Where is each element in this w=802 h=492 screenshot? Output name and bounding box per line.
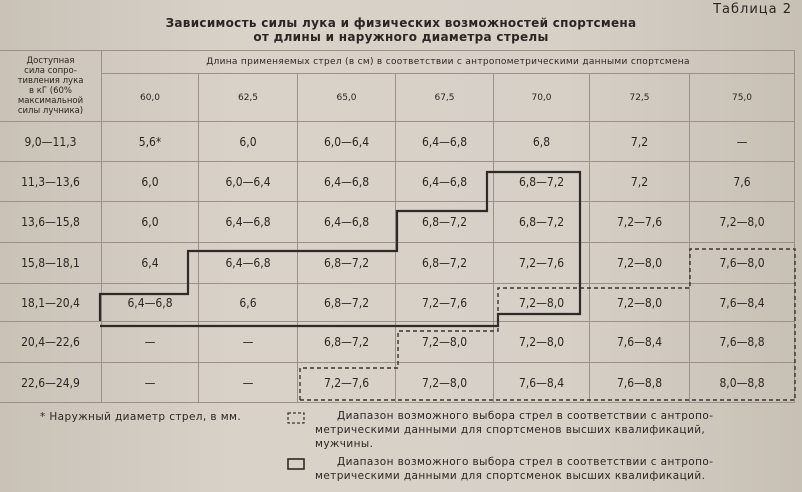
table-cell: 6,8—7,2 xyxy=(298,322,396,363)
corner-line: максимальной xyxy=(17,95,84,106)
corner-line: сила сопро- xyxy=(24,65,77,76)
table-cell: 6,0—6,4 xyxy=(298,122,396,162)
table-cell: 7,6—8,0 xyxy=(690,243,795,284)
row-header: 9,0—11,3 xyxy=(0,122,102,162)
table-cell: 6,4—6,8 xyxy=(298,202,396,243)
table-cell: 6,0 xyxy=(102,162,199,202)
table-cell: — xyxy=(690,122,795,162)
corner-header xyxy=(0,50,102,122)
table-cell: — xyxy=(199,322,298,363)
table-cell: 6,8—7,2 xyxy=(494,162,590,202)
table-cell: 7,6 xyxy=(690,162,795,202)
table-title xyxy=(0,16,802,44)
table-cell: 7,2 xyxy=(590,162,690,202)
solid-box-icon xyxy=(287,458,305,470)
table-cell: 7,2—7,6 xyxy=(298,363,396,403)
table-cell: 7,6—8,8 xyxy=(590,363,690,403)
legend-line: мужчины. xyxy=(315,438,374,450)
table-cell: 7,6—8,4 xyxy=(690,284,795,322)
legend-line: Диапазон возможного выбора стрел в соответствии с антропо- xyxy=(337,456,714,468)
table-cell: 7,2—8,0 xyxy=(396,322,494,363)
table-cell: 7,2—8,0 xyxy=(690,202,795,243)
table-cell: 8,0—8,8 xyxy=(690,363,795,403)
row-header: 11,3—13,6 xyxy=(0,162,102,202)
row-header: 15,8—18,1 xyxy=(0,243,102,284)
table-cell: 6,4—6,8 xyxy=(199,202,298,243)
corner-line: в кГ (60% xyxy=(29,85,72,96)
title-line-1: Зависимость силы лука и физических возможностей спортсмена xyxy=(165,16,637,30)
table-cell: 6,0 xyxy=(199,122,298,162)
table-cell: 6,8 xyxy=(494,122,590,162)
column-header: 60,0 xyxy=(102,74,199,122)
column-header: 72,5 xyxy=(590,74,690,122)
table-cell: 7,6—8,4 xyxy=(494,363,590,403)
row-header: 18,1—20,4 xyxy=(0,284,102,322)
table-cell: — xyxy=(102,322,199,363)
row-header: 20,4—22,6 xyxy=(0,322,102,363)
column-header: 62,5 xyxy=(199,74,298,122)
corner-line: Доступная xyxy=(26,55,75,66)
table-cell: 6,4—6,8 xyxy=(199,243,298,284)
table-cell: 7,2—7,6 xyxy=(494,243,590,284)
table-cell: 6,8—7,2 xyxy=(298,243,396,284)
table-cell: 6,6 xyxy=(199,284,298,322)
legend-line: Диапазон возможного выбора стрел в соответствии с антропо- xyxy=(337,410,714,422)
table-cell: 6,8—7,2 xyxy=(494,202,590,243)
table-cell: 7,2—8,0 xyxy=(590,284,690,322)
table-cell: 6,4—6,8 xyxy=(396,122,494,162)
table-cell: 5,6* xyxy=(102,122,199,162)
corner-line: тивления лука xyxy=(17,75,84,86)
data-table xyxy=(0,50,795,403)
table-cell: — xyxy=(102,363,199,403)
table-cell: 6,0 xyxy=(102,202,199,243)
table-cell: 6,8—7,2 xyxy=(396,202,494,243)
table-cell: — xyxy=(199,363,298,403)
arrow-length-header: Длина применяемых стрел (в см) в соответствии с антропометрическими данными спортсмена xyxy=(102,50,795,74)
dashed-box-icon xyxy=(287,412,305,424)
legend-line: метрическими данными для спортсменок высших квалификаций. xyxy=(315,470,706,482)
table-cell: 6,0—6,4 xyxy=(199,162,298,202)
table-cell: 6,4—6,8 xyxy=(298,162,396,202)
column-header: 67,5 xyxy=(396,74,494,122)
table-cell: 7,2—8,0 xyxy=(590,243,690,284)
table-cell: 7,2—8,0 xyxy=(494,322,590,363)
column-header: 65,0 xyxy=(298,74,396,122)
row-header: 13,6—15,8 xyxy=(0,202,102,243)
table-cell: 6,4—6,8 xyxy=(102,284,199,322)
table-cell: 7,6—8,8 xyxy=(690,322,795,363)
table-cell: 7,2—7,6 xyxy=(396,284,494,322)
table-cell: 7,2 xyxy=(590,122,690,162)
table-cell: 7,2—7,6 xyxy=(590,202,690,243)
title-line-2: от длины и наружного диаметра стрелы xyxy=(253,30,549,44)
table-cell: 7,6—8,4 xyxy=(590,322,690,363)
table-cell: 7,2—8,0 xyxy=(396,363,494,403)
table-cell: 6,8—7,2 xyxy=(298,284,396,322)
legend-line: метрическими данными для спортсменов высших квалификаций, xyxy=(315,424,706,436)
legend-women xyxy=(315,455,800,483)
table-number: Таблица 2 xyxy=(713,2,792,17)
corner-header-text xyxy=(18,56,84,116)
footnote: * Наружный диаметр стрел, в мм. xyxy=(40,411,242,423)
column-header: 75,0 xyxy=(690,74,795,122)
corner-line: силы лучника) xyxy=(17,105,84,116)
row-header: 22,6—24,9 xyxy=(0,363,102,403)
table-cell: 6,4—6,8 xyxy=(396,162,494,202)
table-cell: 7,2—8,0 xyxy=(494,284,590,322)
table-cell: 6,4 xyxy=(102,243,199,284)
legend-men xyxy=(315,409,800,451)
column-header: 70,0 xyxy=(494,74,590,122)
table-cell: 6,8—7,2 xyxy=(396,243,494,284)
